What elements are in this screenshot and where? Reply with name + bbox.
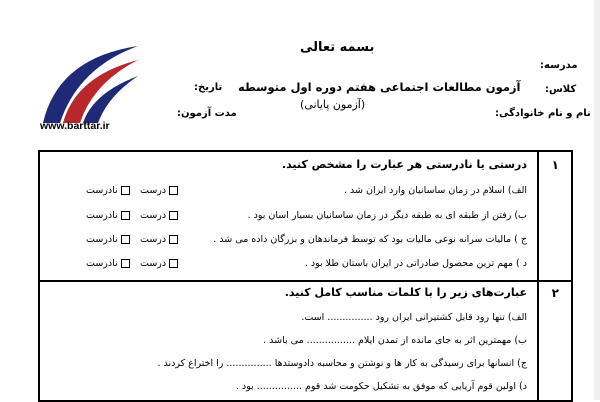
true-label: درست [140,210,167,221]
q1-item-d: د ) مهم ترین محصول صادراتی در ایران باستان طلا بود . [304,258,527,269]
q1-a-true[interactable] [140,185,178,196]
q1-d-false[interactable] [86,258,130,269]
date-label: تاریخ: [194,82,223,93]
exam-subtitle: (آزمون پایانی) [300,98,366,111]
site-url: www.barttar.ir [40,120,110,132]
questions-table [38,150,573,402]
name-label: نام و نام خانوادگی: [495,108,591,119]
checkbox-icon[interactable] [121,259,130,268]
checkbox-icon[interactable] [169,186,178,195]
false-label: نادرست [86,258,118,269]
scrollbar[interactable] [594,0,600,400]
true-label: درست [140,258,167,269]
q2-item-b: ب) مهمترین اثر به جای مانده از تمدن ایلام ................ می باشد . [263,335,527,346]
q1-item-b: ب) رفتن از طبقه ای به طبقه دیگر در زمان ساسانیان بسیار اسان بود . [247,210,527,221]
q1-item-a: الف) اسلام در زمان ساسانیان وارد ایران شد . [344,185,527,196]
school-label: مدرسه: [540,60,578,71]
duration-label: مدت آزمون: [177,108,237,119]
bismillah: بسمه تعالی [300,40,375,55]
q1-b-true[interactable] [140,210,178,221]
q1-a-false[interactable] [86,185,130,196]
question-1-number: ۱ [551,158,559,172]
true-label: درست [140,185,167,196]
q2-item-d: د) اولین قوم آریایی که موفق به تشکیل حکومت شد قوم ............... بود . [235,381,527,392]
q1-b-false[interactable] [86,210,130,221]
checkbox-icon[interactable] [169,235,178,244]
false-label: نادرست [86,185,118,196]
q1-d-true[interactable] [140,258,178,269]
true-label: درست [140,234,167,245]
false-label: نادرست [86,210,118,221]
barttar-logo [38,38,148,128]
row-divider [40,280,571,282]
checkbox-icon[interactable] [169,211,178,220]
checkbox-icon[interactable] [121,211,130,220]
q1-c-false[interactable] [86,234,130,245]
question-1-instruction: درستی یا نادرستی هر عبارت را مشخص کنید. [281,158,527,171]
checkbox-icon[interactable] [169,259,178,268]
exam-title: آزمون مطالعات اجتماعی هفتم دوره اول متوسطه [238,80,521,94]
class-label: کلاس: [545,84,577,95]
question-2-instruction: عبارت‌های زیر را با کلمات مناسب کامل کنید. [284,286,527,299]
checkbox-icon[interactable] [121,235,130,244]
question-2-number: ۲ [551,286,559,300]
question-number-column [537,152,571,400]
q1-c-true[interactable] [140,234,178,245]
checkbox-icon[interactable] [121,186,130,195]
q1-item-c: ج ) مالیات سرانه نوعی مالیات بود که توسط فرماندهان و بزرگان داده می شد . [213,234,527,245]
false-label: نادرست [86,234,118,245]
q2-item-a: الف) تنها رود قابل کشتیرانی ایران رود ............... است. [301,312,527,323]
q2-item-c: ج) انسانها برای رسیدگی به کار ها و نوشتن و محاسبه دادوستدها ............... را اختراع کردند . [157,358,527,369]
